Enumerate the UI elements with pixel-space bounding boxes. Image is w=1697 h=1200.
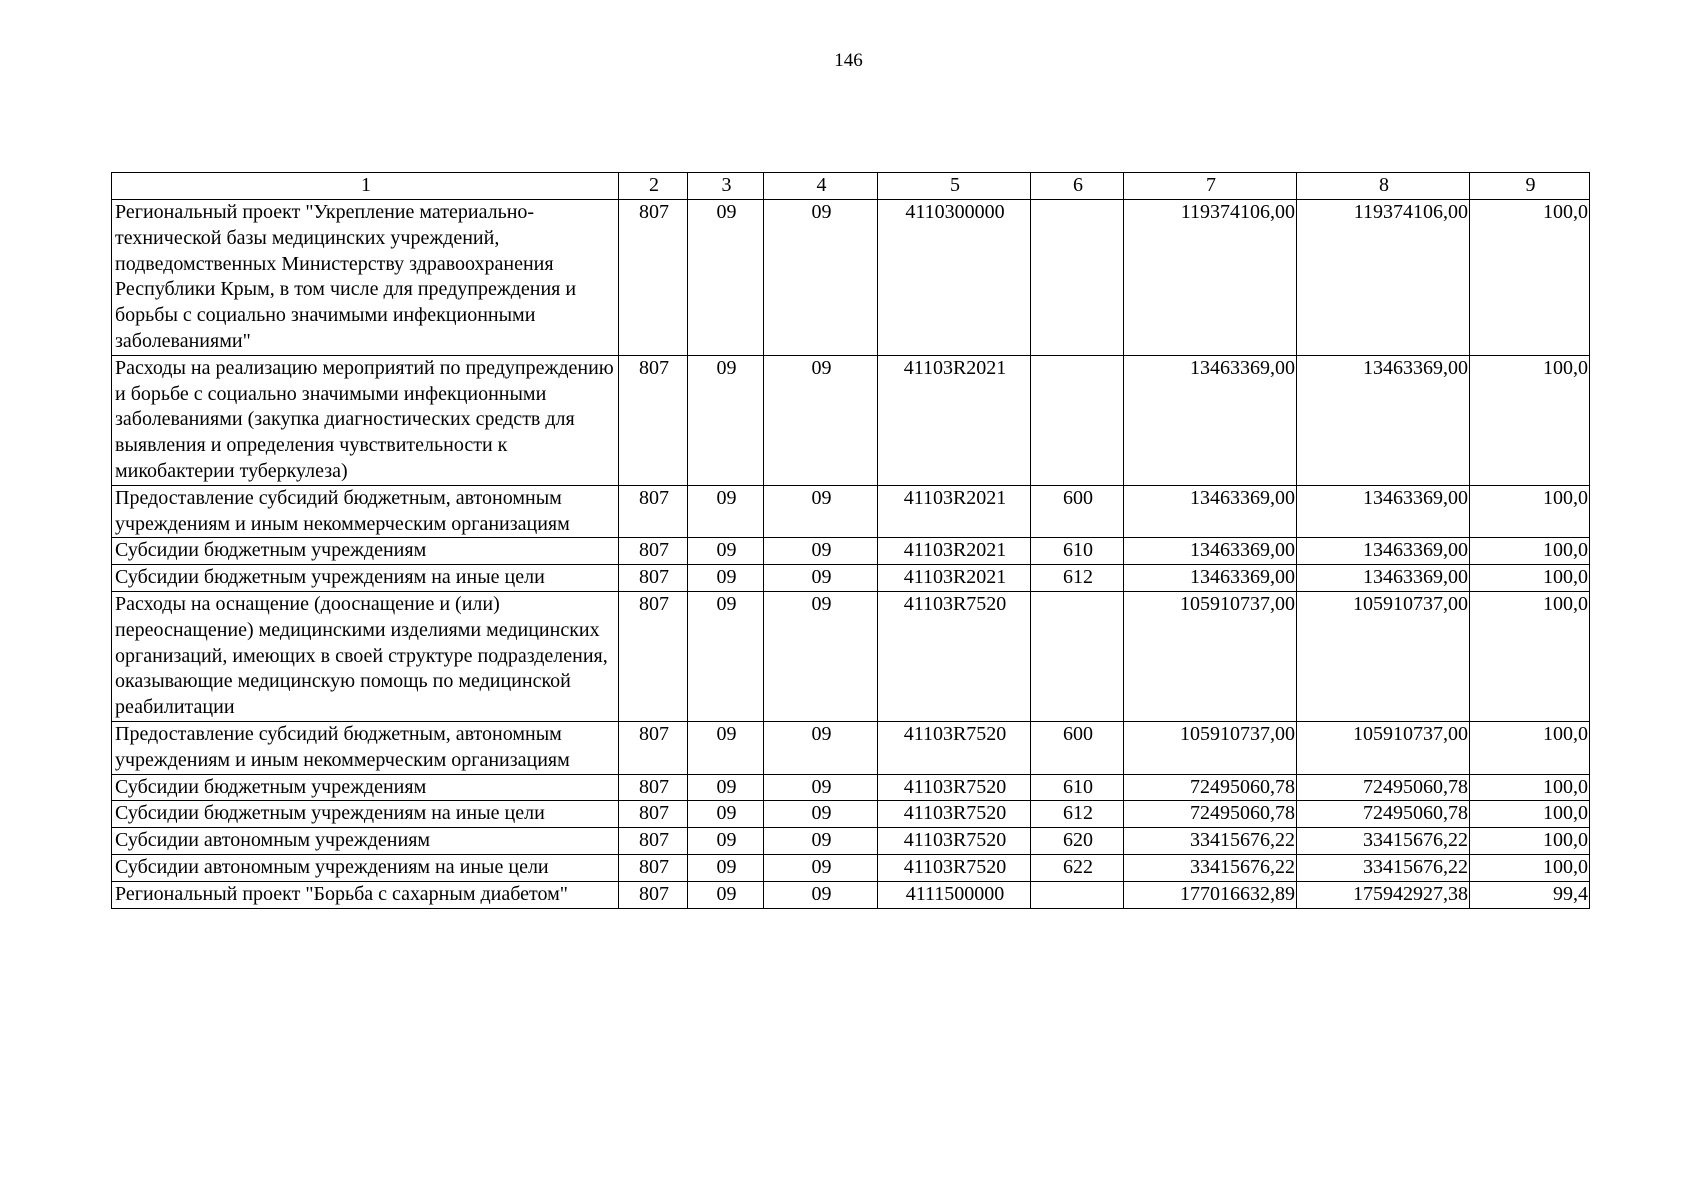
expense-name-cell: Региональный проект "Укрепление материально-технической базы медицинских учреждений, подведомственных Министерству здравоохранения Республики Крым, в том числе для предупреждения и борьбы с социально значимыми инфекционными заболеваниями" <box>112 200 619 356</box>
column-header: 8 <box>1297 173 1470 200</box>
column-header: 2 <box>619 173 688 200</box>
expense-type-cell: 600 <box>1031 721 1124 774</box>
table-row <box>112 355 1590 485</box>
subsection-code-cell: 09 <box>764 565 878 592</box>
execution-percent-cell: 100,0 <box>1470 801 1590 828</box>
expense-name-cell: Региональный проект "Борьба с сахарным диабетом" <box>112 881 619 908</box>
execution-percent-cell: 100,0 <box>1470 355 1590 485</box>
execution-percent-cell: 100,0 <box>1470 828 1590 855</box>
table-row <box>112 591 1590 721</box>
section-code-cell: 09 <box>688 355 764 485</box>
ministry-code-cell: 807 <box>619 801 688 828</box>
expense-name-cell: Предоставление субсидий бюджетным, автономным учреждениям и иным некоммерческим организациям <box>112 721 619 774</box>
subsection-code-cell: 09 <box>764 774 878 801</box>
expense-name-cell: Субсидии бюджетным учреждениям на иные цели <box>112 801 619 828</box>
subsection-code-cell: 09 <box>764 485 878 538</box>
ministry-code-cell: 807 <box>619 881 688 908</box>
expense-type-cell: 610 <box>1031 538 1124 565</box>
execution-percent-cell: 100,0 <box>1470 538 1590 565</box>
table-body <box>112 200 1590 909</box>
planned-amount-cell: 119374106,00 <box>1124 200 1297 356</box>
expense-type-cell: 612 <box>1031 801 1124 828</box>
executed-amount-cell: 13463369,00 <box>1297 355 1470 485</box>
table-row <box>112 801 1590 828</box>
section-code-cell: 09 <box>688 854 764 881</box>
executed-amount-cell: 13463369,00 <box>1297 565 1470 592</box>
table-row <box>112 881 1590 908</box>
planned-amount-cell: 177016632,89 <box>1124 881 1297 908</box>
planned-amount-cell: 72495060,78 <box>1124 774 1297 801</box>
expense-type-cell: 612 <box>1031 565 1124 592</box>
ministry-code-cell: 807 <box>619 355 688 485</box>
subsection-code-cell: 09 <box>764 801 878 828</box>
subsection-code-cell: 09 <box>764 828 878 855</box>
expense-type-cell: 622 <box>1031 854 1124 881</box>
table-row <box>112 854 1590 881</box>
subsection-code-cell: 09 <box>764 591 878 721</box>
expense-type-cell <box>1031 881 1124 908</box>
expense-type-cell <box>1031 200 1124 356</box>
ministry-code-cell: 807 <box>619 565 688 592</box>
subsection-code-cell: 09 <box>764 538 878 565</box>
target-article-cell: 41103R7520 <box>878 774 1031 801</box>
ministry-code-cell: 807 <box>619 774 688 801</box>
execution-percent-cell: 100,0 <box>1470 854 1590 881</box>
executed-amount-cell: 105910737,00 <box>1297 591 1470 721</box>
target-article-cell: 41103R7520 <box>878 801 1031 828</box>
section-code-cell: 09 <box>688 591 764 721</box>
target-article-cell: 4110300000 <box>878 200 1031 356</box>
ministry-code-cell: 807 <box>619 200 688 356</box>
planned-amount-cell: 13463369,00 <box>1124 538 1297 565</box>
target-article-cell: 41103R2021 <box>878 485 1031 538</box>
planned-amount-cell: 13463369,00 <box>1124 565 1297 592</box>
expense-type-cell <box>1031 355 1124 485</box>
target-article-cell: 41103R2021 <box>878 538 1031 565</box>
target-article-cell: 41103R7520 <box>878 591 1031 721</box>
ministry-code-cell: 807 <box>619 591 688 721</box>
subsection-code-cell: 09 <box>764 355 878 485</box>
section-code-cell: 09 <box>688 721 764 774</box>
column-header: 6 <box>1031 173 1124 200</box>
executed-amount-cell: 119374106,00 <box>1297 200 1470 356</box>
section-code-cell: 09 <box>688 774 764 801</box>
column-header: 7 <box>1124 173 1297 200</box>
ministry-code-cell: 807 <box>619 485 688 538</box>
ministry-code-cell: 807 <box>619 721 688 774</box>
expense-name-cell: Субсидии бюджетным учреждениям <box>112 538 619 565</box>
planned-amount-cell: 105910737,00 <box>1124 721 1297 774</box>
execution-percent-cell: 100,0 <box>1470 721 1590 774</box>
table-row <box>112 565 1590 592</box>
section-code-cell: 09 <box>688 828 764 855</box>
column-header: 3 <box>688 173 764 200</box>
executed-amount-cell: 13463369,00 <box>1297 538 1470 565</box>
executed-amount-cell: 33415676,22 <box>1297 828 1470 855</box>
expense-name-cell: Расходы на оснащение (дооснащение и (или) переоснащение) медицинскими изделиями медицинских организаций, имеющих в своей структуре подразделения, оказывающие медицинскую помощь по медицинской реабилитации <box>112 591 619 721</box>
ministry-code-cell: 807 <box>619 538 688 565</box>
execution-percent-cell: 100,0 <box>1470 485 1590 538</box>
subsection-code-cell: 09 <box>764 881 878 908</box>
page-number: 146 <box>834 50 863 71</box>
subsection-code-cell: 09 <box>764 200 878 356</box>
expense-name-cell: Субсидии бюджетным учреждениям на иные цели <box>112 565 619 592</box>
table-row <box>112 774 1590 801</box>
section-code-cell: 09 <box>688 881 764 908</box>
planned-amount-cell: 72495060,78 <box>1124 801 1297 828</box>
table-row <box>112 538 1590 565</box>
ministry-code-cell: 807 <box>619 854 688 881</box>
ministry-code-cell: 807 <box>619 828 688 855</box>
expense-name-cell: Предоставление субсидий бюджетным, автономным учреждениям и иным некоммерческим организациям <box>112 485 619 538</box>
table-row <box>112 828 1590 855</box>
expense-type-cell <box>1031 591 1124 721</box>
executed-amount-cell: 105910737,00 <box>1297 721 1470 774</box>
expense-type-cell: 620 <box>1031 828 1124 855</box>
executed-amount-cell: 72495060,78 <box>1297 774 1470 801</box>
execution-percent-cell: 99,4 <box>1470 881 1590 908</box>
executed-amount-cell: 175942927,38 <box>1297 881 1470 908</box>
table-row <box>112 721 1590 774</box>
executed-amount-cell: 72495060,78 <box>1297 801 1470 828</box>
section-code-cell: 09 <box>688 485 764 538</box>
section-code-cell: 09 <box>688 565 764 592</box>
executed-amount-cell: 13463369,00 <box>1297 485 1470 538</box>
column-header: 4 <box>764 173 878 200</box>
budget-table <box>111 172 1590 909</box>
target-article-cell: 41103R7520 <box>878 828 1031 855</box>
table-header-row <box>112 173 1590 200</box>
execution-percent-cell: 100,0 <box>1470 591 1590 721</box>
target-article-cell: 4111500000 <box>878 881 1031 908</box>
section-code-cell: 09 <box>688 801 764 828</box>
planned-amount-cell: 13463369,00 <box>1124 485 1297 538</box>
expense-type-cell: 610 <box>1031 774 1124 801</box>
expense-type-cell: 600 <box>1031 485 1124 538</box>
table-row <box>112 200 1590 356</box>
subsection-code-cell: 09 <box>764 721 878 774</box>
column-header: 5 <box>878 173 1031 200</box>
subsection-code-cell: 09 <box>764 854 878 881</box>
planned-amount-cell: 33415676,22 <box>1124 854 1297 881</box>
expense-name-cell: Субсидии автономным учреждениям <box>112 828 619 855</box>
planned-amount-cell: 13463369,00 <box>1124 355 1297 485</box>
execution-percent-cell: 100,0 <box>1470 200 1590 356</box>
expense-name-cell: Расходы на реализацию мероприятий по предупреждению и борьбе с социально значимыми инфекционными заболеваниями (закупка диагностических средств для выявления и определения чувствительности к микобактерии туберкулеза) <box>112 355 619 485</box>
expense-name-cell: Субсидии автономным учреждениям на иные цели <box>112 854 619 881</box>
planned-amount-cell: 105910737,00 <box>1124 591 1297 721</box>
column-header: 1 <box>112 173 619 200</box>
column-header: 9 <box>1470 173 1590 200</box>
section-code-cell: 09 <box>688 200 764 356</box>
target-article-cell: 41103R2021 <box>878 355 1031 485</box>
section-code-cell: 09 <box>688 538 764 565</box>
expense-name-cell: Субсидии бюджетным учреждениям <box>112 774 619 801</box>
execution-percent-cell: 100,0 <box>1470 565 1590 592</box>
table-row <box>112 485 1590 538</box>
executed-amount-cell: 33415676,22 <box>1297 854 1470 881</box>
execution-percent-cell: 100,0 <box>1470 774 1590 801</box>
target-article-cell: 41103R7520 <box>878 721 1031 774</box>
planned-amount-cell: 33415676,22 <box>1124 828 1297 855</box>
target-article-cell: 41103R7520 <box>878 854 1031 881</box>
target-article-cell: 41103R2021 <box>878 565 1031 592</box>
